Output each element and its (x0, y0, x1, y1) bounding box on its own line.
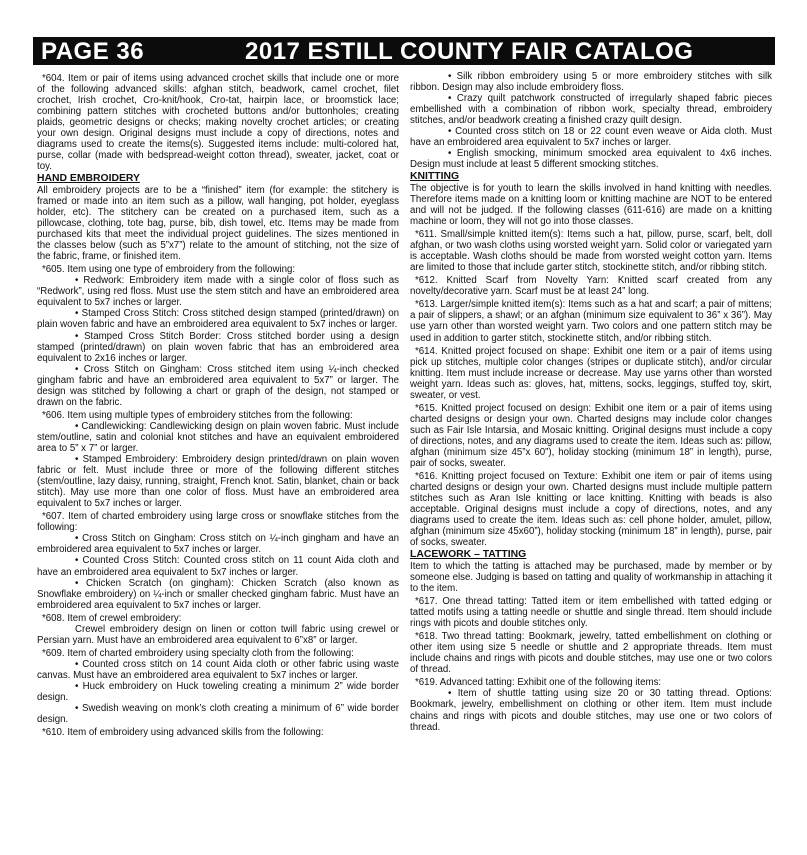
bullet-item: • Counted cross stitch on 14 count Aida cloth or other fabric using waste canvas. Must have an embroidered area equivalent to 5x7 inches or larger. (37, 658, 399, 681)
bullet-item: • English smocking, minimum smocked area equivalent to 4x6 inches. Design must include at least 5 different smocking stitches. (410, 148, 772, 171)
bullet-item: • Stamped Embroidery: Embroidery design printed/drawn on plain woven fabric or felt. Must include three or more of the following different stitches (stem/outline, lazy daisy, running, straight, French knot. Satin, blanket, chain or back stitch). May use more than one color of floss. Must have an embroidered area equivalent to 5x7 inches or larger. (37, 454, 399, 510)
class-entry: *606. Item using multiple types of embroidery stitches from the following: (42, 409, 353, 421)
class-entry: *609. Item of charted embroidery using specialty cloth from the following: (42, 647, 354, 659)
class-entry: *615. Knitted project focused on design: Exhibit one item or a pair of items using charted designs or design your own. Charted designs may include color changes such as Fair Isle Intarsia, and Mosaic knitting. Original designs must include a copy of directions, notes, and any diagrams used to create the item. Ideas such as: pillow, afghan (minimum size 45”x 60”), holiday stocking (minimum 18” in length), purse, pair of socks, sweater. (410, 402, 772, 470)
bullet-item: • Candlewicking: Candlewicking design on plain woven fabric. Must include stem/outline, satin and colonial knot stitches and have an equivalent embroidered area to 5” x 7” or larger. (37, 420, 399, 454)
page-header (33, 37, 775, 65)
bullet-item: • Silk ribbon embroidery using 5 or more embroidery stitches with silk ribbon. Design may also include embroidery floss. (410, 71, 772, 94)
class-entry: *604. Item or pair of items using advanced crochet skills that include one or more of the following advanced skills: afghan stitch, beadwork, camel crochet, filet crochet, Irish crochet, Cro-knit/hook, Cro-tat, hairpin lace, or broomstick lace; combining pattern stitches with crocheted buttons and/or buttonholes; creating plaids, geometric designs or checks; making novelty crochet articles; or creating your own design. Original designs must include a copy of directions, notes and diagrams used to create the items(s). Suggested items include: multi-colored hat, purse, collar (made with bedspread-weight cotton thread), sweater, jacket, coat or toy. (37, 73, 399, 173)
class-entry: *612. Knitted Scarf from Novelty Yarn: Knitted scarf created from any novelty/decorative yarn. Scarf must be at least 24” long. (410, 275, 772, 298)
class-entry: *616. Knitting project focused on Texture: Exhibit one item or pair of items using charted designs or design your own. Charted designs must include multiple pattern stitches such as Aran Isle knitting or lace knitting. Knitting with beads is also acceptable. Original designs must include a copy of directions, notes, and any diagrams used to create the item. Ideas such as: cell phone holder, amulet, pillow, afghan (minimum size 45x60”), holiday stocking (minimum 18” in length), purse, pair of socks, sweater. (410, 471, 772, 549)
bullet-item: • Stamped Cross Stitch: Cross stitched design stamped (printed/drawn) on plain woven fabric and have an embroidered area equivalent to 5x7 inches or larger. (37, 308, 399, 331)
left-column (37, 71, 399, 738)
bullet-item: • Cross Stitch on Gingham: Cross stitch on ¼-inch gingham and have an embroidered area equivalent to 5x7 inches or larger. (37, 533, 399, 556)
bullet-item: • Cross Stitch on Gingham: Cross stitched item using ¼-inch checked gingham fabric and have an embroidered area equivalent to 5x7” or larger. The design was stitched by following a chart or graph of the design, not stamped or drawn on the fabric. (37, 363, 399, 408)
bullet-item: Crewel embroidery design on linen or cotton twill fabric using crewel or Persian yarn. Must have an embroidered area equivalent to 6”x8” or larger. (37, 623, 399, 646)
bullet-item: • Chicken Scratch (on gingham): Chicken Scratch (also known as Snowflake embroidery) on ¼-inch or smaller checked gingham fabric. Must have an embroidered area equivalent to 5x7 inches or larger. (37, 577, 399, 611)
bullet-item: • Huck embroidery on Huck toweling creating a minimum 2” wide border design. (37, 680, 399, 704)
section-heading: HAND EMBROIDERY (37, 173, 140, 185)
catalog-title: 2017 ESTILL COUNTY FAIR CATALOG (245, 38, 694, 65)
bullet-item: • Crazy quilt patchwork constructed of irregularly shaped fabric pieces embellished with a combination of ribbon work, specialty thread, embroidery stitches, and/or beadwork creating a finished crazy quilt design. (410, 93, 772, 127)
class-entry: *618. Two thread tatting: Bookmark, jewelry, tatted embellishment on clothing or other item using size 5 needle or shuttle and 2 appropriate threads. Item must include chains and rings with picots and double stitches, may use one or two colors of thread. (410, 631, 772, 676)
section-intro: The objective is for youth to learn the skills involved in hand knitting with needles. Therefore items made on a knitting loom or knitting machine are NOT to be entered and will not be judged. If the following classes (611-616) are made on a knitting machine or loom, they will not go into those classes. (410, 182, 772, 228)
bullet-item: • Swedish weaving on monk’s cloth creating a minimum of 6” wide border design. (37, 703, 399, 726)
class-entry: *605. Item using one type of embroidery from the following: (42, 264, 296, 276)
section-intro: All embroidery projects are to be a “finished” item (for example: the stitchery is framed or made into an item such as a pillow, wall hanging, pot holder, eyeglass holder, etc). The stitchery can be created on a purchased item, such as a pillowcase, clothing, tote bag, purse, bib, dish towel, etc. Items may be made from purchased kits that meet the individual project guidelines. The sizes mentioned in the classes below (such as 5”x7”) relate to the amount of stitching, not the size of the fabric, frame, or finished item. (37, 184, 399, 263)
bullet-item: • Stamped Cross Stitch Border: Cross stitched border using a design stamped (printed/drawn) on plain woven fabric that has an embroidered area equivalent to 2x16 inches or larger. (37, 330, 399, 364)
bullet-item: • Counted cross stitch on 18 or 22 count even weave or Aida cloth. Must have an embroidered area equivalent to 5x7 inches or larger. (410, 126, 772, 149)
section-intro: Item to which the tatting is attached may be purchased, made by member or by someone else. Judging is based on tatting and quality of workmanship in attaching it to the item. (410, 560, 772, 595)
class-entry: *607. Item of charted embroidery using large cross or snowflake stitches from the following: (37, 511, 399, 534)
class-entry: *608. Item of crewel embroidery: (42, 612, 182, 624)
right-column (410, 71, 772, 733)
class-entry: *614. Knitted project focused on shape: Exhibit one item or a pair of items using pick up stitches, multiple color changes (stripes or duplicate stitch), and/or circular knitting. Item must include increase or decrease. May use yarns other than worsted weight yarn. Ideas such as: gloves, hat, mittens, socks, leggings, stuffed toy, skirt, sweater, or vest. (410, 345, 772, 401)
class-entry: *610. Item of embroidery using advanced skills from the following: (42, 727, 324, 739)
class-entry: *617. One thread tatting: Tatted item or item embellished with tatted edging or tatted motifs using a tatting needle or shuttle and single thread. Item should include rings with picots and double stitches only. (410, 596, 772, 630)
class-entry: *619. Advanced tatting: Exhibit one of the following items: (415, 677, 662, 689)
page-number: PAGE 36 (41, 38, 145, 65)
section-heading: LACEWORK – TATTING (410, 549, 527, 561)
class-entry: *613. Larger/simple knitted item(s): Items such as a hat and scarf; a pair of mittens; a pair of slippers, a shawl; or an afghan (minimum size equivalent to 36” x 36”). May use yarn other than worsted weight yarn. Two colors and one pattern stitch may be used in addition to garter stitch, stockinette stitch, and/or ribbing stitch. (410, 299, 772, 344)
bullet-item: • Redwork: Embroidery item made with a single color of floss such as “Redwork”, using red floss. Must use the stem stitch and have an embroidered area equivalent to 5x7 inches or larger. (37, 275, 399, 309)
bullet-item: • Item of shuttle tatting using size 20 or 30 tatting thread. Options: Bookmark, jewelry, embellishment on clothing or other item. Item must include chains and rings with picots and double stitches, may use one or two colors of thread. (410, 688, 772, 733)
bullet-item: • Counted Cross Stitch: Counted cross stitch on 11 count Aida cloth and have an embroidered area equivalent to 5x7 inches or larger. (37, 555, 399, 578)
section-heading: KNITTING (410, 171, 460, 183)
class-entry: *611. Small/simple knitted item(s): Items such a hat, pillow, purse, scarf, belt, doll afghan, or two wash cloths using worsted weight yarn. Solid color or variegated yarn is acceptable. Wash cloths should be made from worsted weight cotton yarn. Items are limited to those that include garter stitch, stockinette stitch, and/or ribbing stitch. (410, 229, 772, 274)
